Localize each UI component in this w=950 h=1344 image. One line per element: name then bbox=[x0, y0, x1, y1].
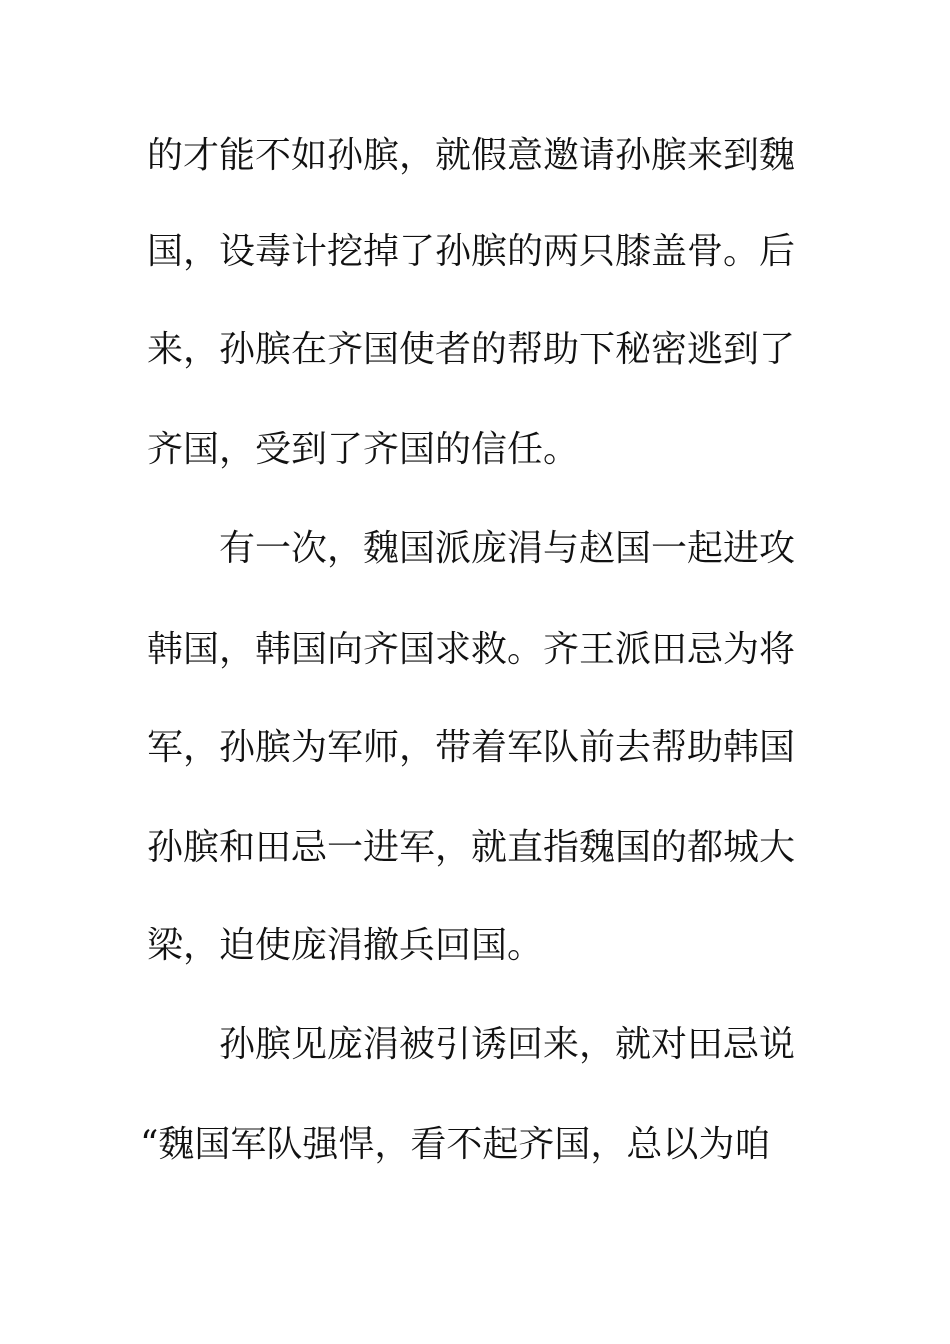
text-line-9: 梁，迫使庞涓撤兵回国。 bbox=[147, 925, 544, 966]
quoted-text-line: “魏国军队强悍，看不起齐国，总以为咱 bbox=[140, 1124, 771, 1165]
paragraph-start-line: 孙膑见庞涓被引诱回来，就对田忌说 bbox=[219, 1024, 796, 1065]
text-line-6: 韩国，韩国向齐国求救。齐王派田忌为将 bbox=[147, 629, 796, 670]
text-line-3: 来，孙膑在齐国使者的帮助下秘密逃到了 bbox=[147, 329, 796, 370]
text-line-7: 军，孙膑为军师，带着军队前去帮助韩国 bbox=[147, 727, 796, 768]
text-line-2: 国，设毒计挖掉了孙膑的两只膝盖骨。后 bbox=[147, 231, 796, 272]
text-line-1: 的才能不如孙膑，就假意邀请孙膑来到魏 bbox=[147, 135, 796, 176]
paragraph-start-line: 有一次，魏国派庞涓与赵国一起进攻 bbox=[219, 528, 796, 569]
text-line-4: 齐国，受到了齐国的信任。 bbox=[147, 429, 580, 470]
text-line-8: 孙膑和田忌一进军，就直指魏国的都城大 bbox=[147, 827, 796, 868]
